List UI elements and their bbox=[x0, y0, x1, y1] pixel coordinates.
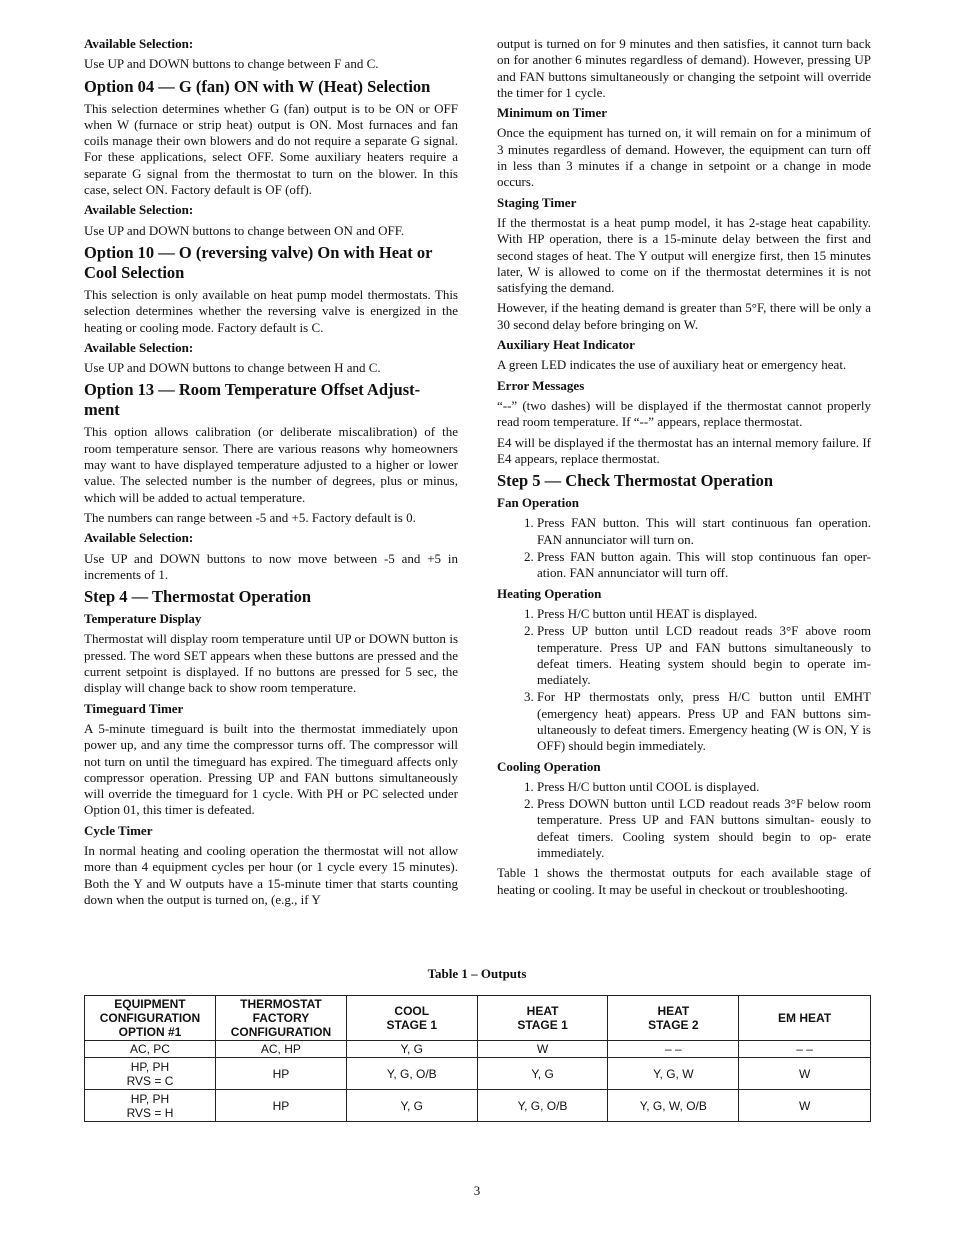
table-cell bbox=[477, 1058, 608, 1090]
paragraph: The numbers can range between -5 and +5. Factory default is 0. bbox=[84, 509, 416, 525]
column-header bbox=[215, 996, 346, 1041]
cell-line: EQUIPMENT bbox=[114, 997, 186, 1011]
paragraph: This option allows calibration (or deliberate miscalibration) of the room temperature sensor. There are various reasons why homeowners may want to have displayed temperature adjusted to a higher or lower value. The selected number is the number of degrees, plus or minus, which will be added to actual temperature. bbox=[84, 424, 458, 505]
paragraph: In normal heating and cooling operation the thermostat will not allow more than 4 equipment cycles per hour (or 1 cycle every 15 minutes). Both the Y and W outputs have a 15-minute timer that starts counting down when the output is turned on, (e.g., if Y bbox=[84, 842, 458, 907]
table-row bbox=[85, 1058, 871, 1090]
table-header-row bbox=[85, 996, 871, 1041]
cell-line: COOL bbox=[394, 1004, 430, 1018]
column-header bbox=[608, 996, 739, 1041]
paragraph: If the thermostat is a heat pump model, it has 2-stage heat capability. With HP operation, there is a 15-minute delay between the first and second stages of heat. The Y output will energize first, then 15 minutes later, W is allowed to come on if the thermostat determines it is not satisfying the demand. bbox=[497, 214, 871, 296]
cell-line: Y, G, O/B bbox=[517, 1098, 568, 1113]
cell-line: AC, PC bbox=[129, 1042, 170, 1056]
numbered-list bbox=[497, 515, 871, 581]
cell-line: CONFIGURATION bbox=[99, 1011, 201, 1025]
paragraph: output is turned on for 9 minutes and then satisfies, it cannot turn back on for another 6 minutes regardless of demand). However, pressing UP and FAN buttons simultaneously or changing the setpoint will override the timer for 1 cycle. bbox=[497, 36, 871, 100]
paragraph: This selection is only available on heat pump model thermostats. This selection determines whether the reversing valve is energized in the heating or cooling mode. Factory default is C. bbox=[84, 286, 458, 335]
cell-line: W bbox=[798, 1098, 811, 1113]
cell-line: OPTION #1 bbox=[118, 1025, 182, 1039]
cell-line: FACTORY bbox=[252, 1011, 310, 1025]
page-number: 3 bbox=[473, 1183, 481, 1198]
paragraph: “--” (two dashes) will be displayed if the thermostat cannot properly read room temperature. If “--” appears, replace thermostat. bbox=[497, 397, 871, 430]
cell-line: W bbox=[536, 1042, 549, 1056]
cell-line: THERMOSTAT bbox=[240, 997, 322, 1011]
left-column bbox=[84, 36, 458, 912]
paragraph: E4 will be displayed if the thermostat has an internal memory failure. If E4 appears, replace thermostat. bbox=[497, 434, 871, 466]
table-cell bbox=[215, 1041, 346, 1058]
table-cell bbox=[608, 1090, 739, 1122]
section-heading: Option 13 — Room Temperature Offset Adjust- ment bbox=[84, 380, 421, 420]
cell-line: HP, PH bbox=[130, 1091, 170, 1106]
paragraph: This selection determines whether G (fan) output is to be ON or OFF when W (furnace or strip heat) output is ON. Most furnaces and fan coils manage their own blowers and do not require a separate G signal. For these applications, select OFF. Some auxiliary heaters require a separate G signal from the thermostat to turn on the blower. In this case, select ON. Factory default is OF (off). bbox=[84, 100, 458, 198]
table-cell bbox=[346, 1041, 477, 1058]
subheading: Minimum on Timer bbox=[497, 105, 608, 121]
subheading: Auxiliary Heat Indicator bbox=[497, 337, 635, 353]
paragraph: Thermostat will display room temperature until UP or DOWN button is pressed. The word SET appears when these buttons are pressed and the current setpoint is displayed. If no buttons are pressed for 5 sec, the display will change back to show room temperature. bbox=[84, 631, 458, 696]
cell-line: W bbox=[798, 1066, 811, 1081]
column-header bbox=[85, 996, 216, 1041]
cell-line: Y, G bbox=[400, 1098, 423, 1113]
subheading: Error Messages bbox=[497, 377, 585, 393]
table-cell bbox=[215, 1090, 346, 1122]
subheading: Fan Operation bbox=[497, 495, 579, 511]
list-item: 1. Press H/C button until HEAT is displayed. bbox=[537, 606, 871, 622]
cell-line: HEAT bbox=[657, 1004, 690, 1018]
column-header bbox=[346, 996, 477, 1041]
cell-line: HP bbox=[272, 1098, 290, 1113]
table-row bbox=[85, 1090, 871, 1122]
cell-line: HP bbox=[272, 1066, 290, 1081]
cell-line: AC, HP bbox=[260, 1042, 301, 1056]
cell-line: Y, G, W, O/B bbox=[639, 1098, 707, 1113]
subheading: Available Selection: bbox=[84, 339, 194, 355]
column-header bbox=[477, 996, 608, 1041]
paragraph: Use UP and DOWN buttons to now move between -5 and +5 in increments of 1. bbox=[84, 550, 458, 582]
table-cell bbox=[215, 1058, 346, 1090]
table-cell bbox=[85, 1058, 216, 1090]
table-row bbox=[85, 1041, 871, 1058]
paragraph: Table 1 shows the thermostat outputs for each available stage of heating or cooling. It may be useful in checkout or troubleshooting. bbox=[497, 865, 871, 897]
cell-line: – – bbox=[796, 1042, 813, 1056]
paragraph: A green LED indicates the use of auxiliary heat or emergency heat. bbox=[497, 357, 847, 373]
table-cell bbox=[739, 1041, 871, 1058]
subheading: Heating Operation bbox=[497, 585, 602, 601]
list-item: 2. Press UP button until LCD readout reads 3°F above room temperature. Press UP and FAN buttons simultaneously to defeat timers. Heating system should begin to operate im- mediately. bbox=[537, 623, 871, 688]
table-cell bbox=[739, 1090, 871, 1122]
subheading: Available Selection: bbox=[84, 530, 194, 546]
cell-line: Y, G, W bbox=[653, 1066, 694, 1081]
section-heading: Step 5 — Check Thermostat Operation bbox=[497, 471, 774, 491]
cell-line: RVS = C bbox=[126, 1073, 174, 1088]
paragraph: A 5-minute timeguard is built into the thermostat immediately upon power up, and any time the compressor turns off. The compressor will not turn on until the timeguard has expired. The timeguard affects only compressor operation. Pressing UP and FAN buttons simultaneously will override the timeguard for 1 cycle. With PH or PC selected under Option 01, this timer is defeated. bbox=[84, 720, 458, 818]
subheading: Timeguard Timer bbox=[84, 700, 184, 716]
section-heading: Option 10 — O (reversing valve) On with Heat or Cool Selection bbox=[84, 242, 433, 282]
subheading: Staging Timer bbox=[497, 194, 577, 210]
cell-line: EM HEAT bbox=[778, 1011, 832, 1025]
table-caption: Table 1 – Outputs bbox=[427, 966, 527, 981]
paragraph: Use UP and DOWN buttons to change between F and C. bbox=[84, 56, 379, 72]
section-heading: Option 04 — G (fan) ON with W (Heat) Selection bbox=[84, 76, 431, 96]
paragraph: Once the equipment has turned on, it will remain on for a minimum of 3 minutes regardless of demand. However, the equipment can turn off in less than 3 minutes if a change in setpoint or a change in mode occurs. bbox=[497, 125, 871, 190]
section-heading: Step 4 — Thermostat Operation bbox=[84, 587, 312, 607]
cell-line: Y, G bbox=[531, 1066, 554, 1081]
cell-line: STAGE 1 bbox=[517, 1018, 568, 1032]
table-cell bbox=[608, 1058, 739, 1090]
cell-line: Y, G bbox=[400, 1042, 423, 1056]
subheading: Available Selection: bbox=[84, 202, 194, 218]
table-cell bbox=[85, 1090, 216, 1122]
paragraph: Use UP and DOWN buttons to change between ON and OFF. bbox=[84, 222, 405, 238]
table-cell bbox=[608, 1041, 739, 1058]
cell-line: HEAT bbox=[526, 1004, 559, 1018]
cell-line: – – bbox=[664, 1042, 682, 1056]
cell-line: CONFIGURATION bbox=[230, 1025, 332, 1039]
list-item: 2. Press DOWN button until LCD readout reads 3°F below room temperature. Press UP and FAN buttons simultan- eously to defeat timers. Cooling system should begin to op- erate immediately. bbox=[537, 796, 871, 861]
subheading: Available Selection: bbox=[84, 36, 194, 51]
subheading: Temperature Display bbox=[84, 611, 202, 627]
numbered-list bbox=[497, 779, 871, 861]
paragraph: Use UP and DOWN buttons to change between H and C. bbox=[84, 360, 381, 376]
subheading: Cycle Timer bbox=[84, 822, 153, 838]
outputs-table bbox=[84, 995, 871, 1122]
list-item: 1. Press FAN button. This will start continuous fan operation. FAN annunciator will turn on. bbox=[537, 515, 871, 548]
table-cell bbox=[346, 1058, 477, 1090]
cell-line: Y, G, O/B bbox=[386, 1066, 437, 1081]
cell-line: HP, PH bbox=[130, 1059, 170, 1074]
table-cell bbox=[85, 1041, 216, 1058]
table-cell bbox=[477, 1041, 608, 1058]
cell-line: STAGE 1 bbox=[386, 1018, 437, 1032]
table-cell bbox=[739, 1058, 871, 1090]
column-header bbox=[739, 996, 871, 1041]
table-cell bbox=[477, 1090, 608, 1122]
list-item: 2. Press FAN button again. This will stop continuous fan oper- ation. FAN annunciator will turn off. bbox=[537, 549, 871, 582]
numbered-list bbox=[497, 606, 871, 755]
right-column bbox=[497, 36, 871, 902]
cell-line: RVS = H bbox=[126, 1105, 174, 1120]
list-item: 3. For HP thermostats only, press H/C button until EMHT (emergency heat) appears. Press UP and FAN buttons sim- ultaneously to defeat timers. Emergency heating (W is ON, Y is OFF) should begin immediately. bbox=[537, 689, 871, 754]
cell-line: STAGE 2 bbox=[648, 1018, 699, 1032]
paragraph: However, if the heating demand is greater than 5°F, there will be only a 30 second delay before bringing on W. bbox=[497, 300, 871, 332]
subheading: Cooling Operation bbox=[497, 758, 601, 774]
list-item: 1. Press H/C button until COOL is displayed. bbox=[537, 779, 871, 795]
table-cell bbox=[346, 1090, 477, 1122]
